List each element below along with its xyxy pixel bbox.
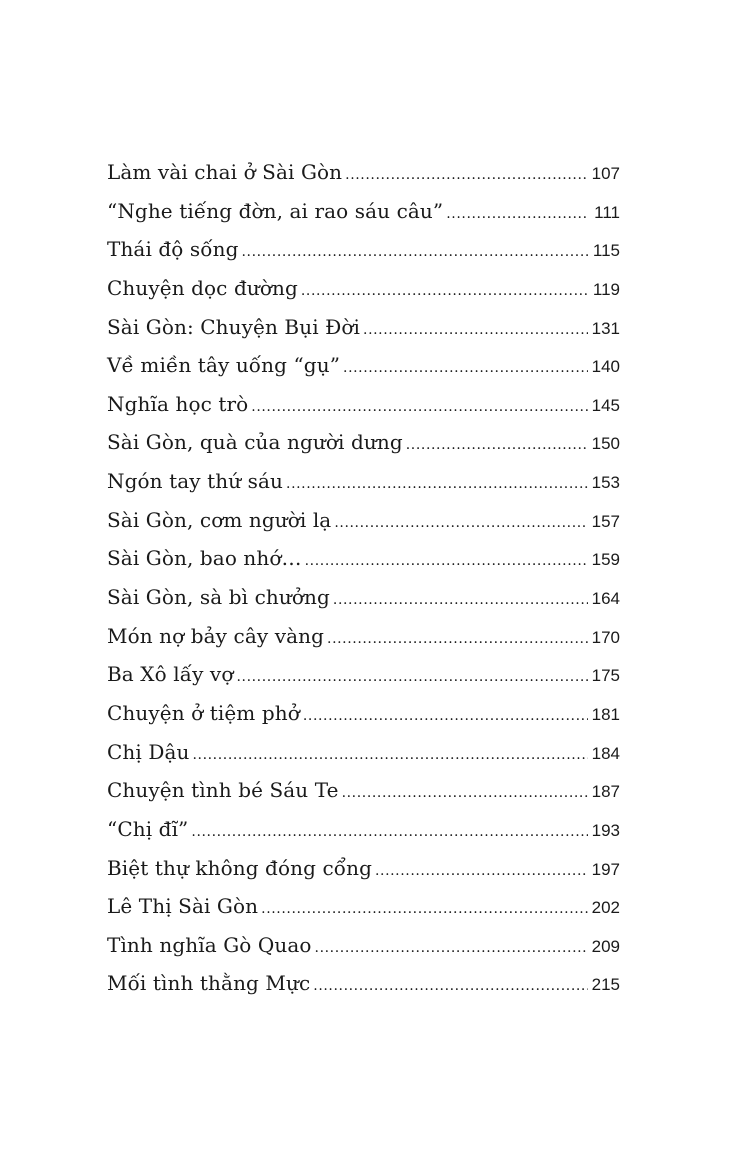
toc-entry xyxy=(107,160,620,199)
toc-entry-title: Tình nghĩa Gò Quao xyxy=(107,932,312,957)
dot-leader xyxy=(342,785,588,801)
dot-leader xyxy=(327,631,588,647)
toc-entry xyxy=(107,199,620,238)
dot-leader xyxy=(241,244,588,260)
toc-entry xyxy=(107,276,620,315)
toc-entry-title: Làm vài chai ở Sài Gòn xyxy=(107,160,343,184)
toc-entry-title: Ba Xô lấy vợ xyxy=(107,662,234,687)
toc-entry-title: Ngón tay thứ sáu xyxy=(107,469,284,494)
toc-entry-title: “Chị đĩ” xyxy=(107,816,189,841)
toc-entry-page-number: 150 xyxy=(591,434,620,454)
dot-leader xyxy=(375,863,588,879)
toc-entry-title: Chuyện tình bé Sáu Te xyxy=(107,778,339,803)
toc-entry-title: Sài Gòn, bao nhớ… xyxy=(107,546,302,571)
toc-entry-title: Sài Gòn, sà bì chưởng xyxy=(107,585,330,610)
dot-leader xyxy=(191,824,588,840)
toc-entry xyxy=(107,546,620,585)
toc-entry-title: Sài Gòn, quà của người dưng xyxy=(107,430,403,455)
dot-leader xyxy=(315,940,588,956)
toc-entry-page-number: 175 xyxy=(591,666,620,686)
toc-entry-page-number: 157 xyxy=(591,511,620,531)
toc-entry xyxy=(107,933,620,972)
toc-entry-title: Sài Gòn: Chuyện Bụi Đời xyxy=(107,314,361,339)
toc-entry xyxy=(107,315,620,354)
dot-leader xyxy=(334,515,588,531)
toc-entry-page-number: 131 xyxy=(591,318,620,338)
dot-leader xyxy=(406,437,588,453)
toc-entry xyxy=(107,740,620,779)
toc-entry xyxy=(107,237,620,276)
toc-entry xyxy=(107,585,620,624)
toc-entry-title: Nghĩa học trò xyxy=(107,391,249,416)
toc-entry-page-number: 140 xyxy=(591,357,620,377)
toc-entry-title: Mối tình thằng Mực xyxy=(107,971,311,996)
table-of-contents xyxy=(107,160,620,1010)
toc-entry-title: Lê Thị Sài Gòn xyxy=(107,894,259,919)
toc-entry-title: Món nợ bảy cây vàng xyxy=(107,623,325,648)
toc-entry xyxy=(107,894,620,933)
toc-entry-page-number: 153 xyxy=(591,473,620,493)
toc-entry-page-number: 115 xyxy=(592,241,620,261)
toc-entry-page-number: 181 xyxy=(591,704,620,724)
toc-entry-page-number: 202 xyxy=(591,898,620,918)
toc-entry-title: “Nghe tiếng đờn, ai rao sáu câu” xyxy=(107,198,444,223)
dot-leader xyxy=(251,399,588,415)
toc-entry-title: Chị Dậu xyxy=(107,739,190,764)
dot-leader xyxy=(313,978,588,994)
dot-leader xyxy=(192,747,588,763)
toc-entry-title: Sài Gòn, cơm người lạ xyxy=(107,507,332,532)
toc-entry xyxy=(107,353,620,392)
toc-entry-page-number: 159 xyxy=(591,550,620,570)
toc-entry xyxy=(107,856,620,895)
toc-entry xyxy=(107,392,620,431)
toc-entry-page-number: 164 xyxy=(591,589,620,609)
dot-leader xyxy=(301,283,588,299)
dot-leader xyxy=(363,322,588,338)
dot-leader xyxy=(286,476,588,492)
toc-entry-page-number: 209 xyxy=(591,936,620,956)
toc-entry-title: Về miền tây uống “gụ” xyxy=(107,353,341,378)
dot-leader xyxy=(345,167,588,183)
toc-entry-title: Chuyện dọc đường xyxy=(107,275,298,300)
toc-entry-title: Thái độ sống xyxy=(107,237,239,262)
toc-entry xyxy=(107,508,620,547)
toc-entry xyxy=(107,469,620,508)
toc-entry xyxy=(107,430,620,469)
toc-entry-page-number: 215 xyxy=(591,975,620,995)
toc-entry-page-number: 119 xyxy=(592,279,620,299)
dot-leader xyxy=(343,360,588,376)
toc-entry xyxy=(107,662,620,701)
toc-entry-page-number: 187 xyxy=(591,782,620,802)
toc-entry xyxy=(107,971,620,1010)
dot-leader xyxy=(333,592,588,608)
toc-entry xyxy=(107,624,620,663)
toc-entry-title: Chuyện ở tiệm phở xyxy=(107,700,300,725)
dot-leader xyxy=(446,206,588,222)
dot-leader xyxy=(261,901,588,917)
toc-entry xyxy=(107,817,620,856)
toc-entry-page-number: 111 xyxy=(594,202,620,222)
toc-entry-page-number: 107 xyxy=(591,164,620,183)
dot-leader xyxy=(303,708,588,724)
dot-leader xyxy=(236,669,588,685)
toc-entry-page-number: 193 xyxy=(591,820,620,840)
toc-entry xyxy=(107,778,620,817)
toc-entry-page-number: 145 xyxy=(591,395,620,415)
toc-entry xyxy=(107,701,620,740)
toc-entry-page-number: 170 xyxy=(591,627,620,647)
toc-entry-title: Biệt thự không đóng cổng xyxy=(107,855,372,880)
dot-leader xyxy=(305,553,588,569)
toc-entry-page-number: 184 xyxy=(591,743,620,763)
toc-entry-page-number: 197 xyxy=(591,859,620,879)
